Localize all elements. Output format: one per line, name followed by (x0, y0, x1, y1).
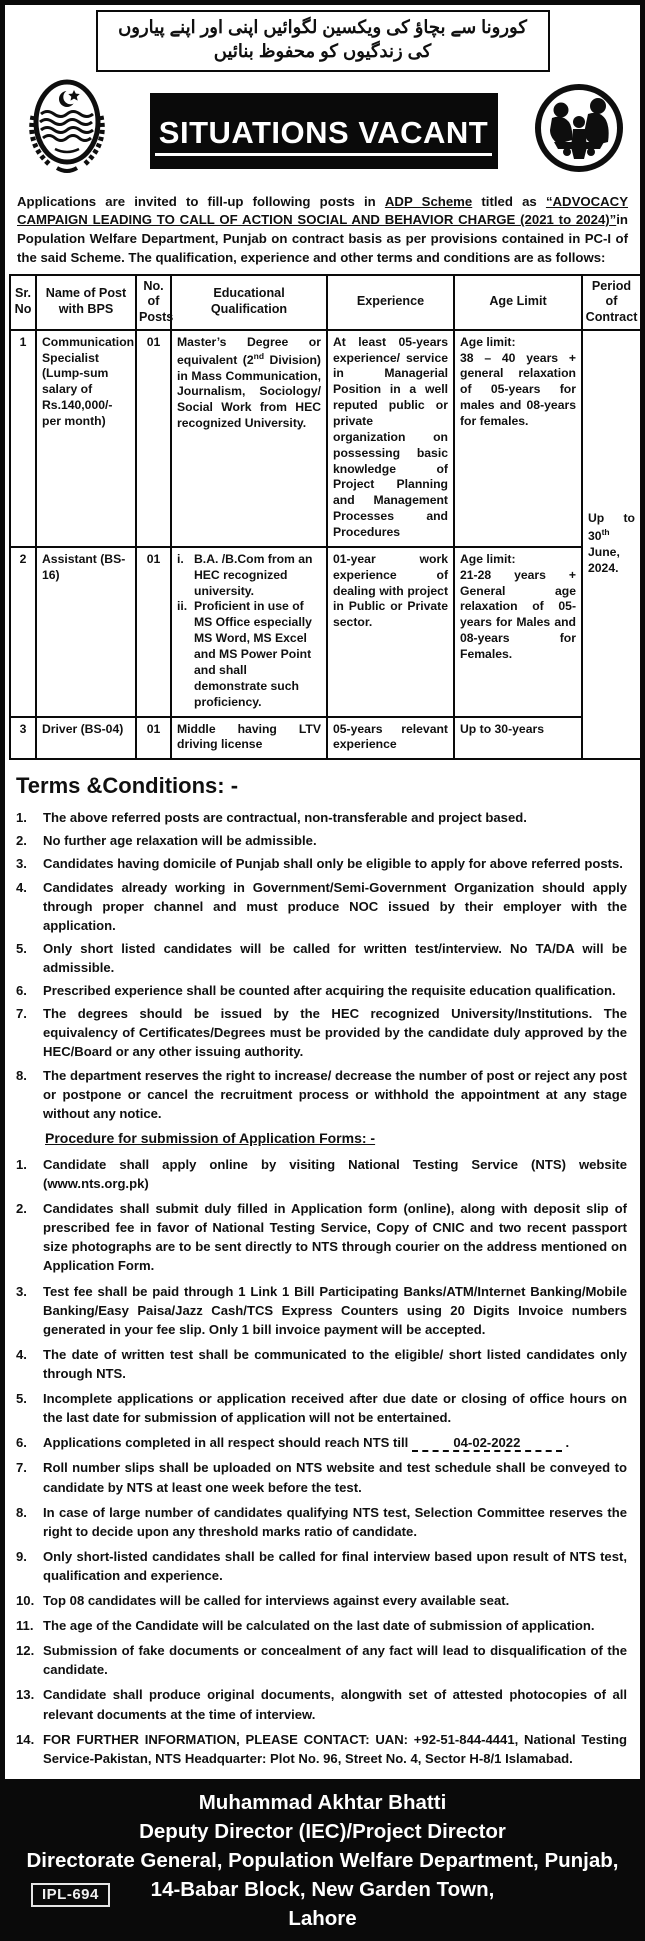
term-item (16, 939, 627, 977)
term-item (16, 981, 627, 1000)
row2-age-text: 21-28 years + General age relaxation of 05-years for Males and 08-years for Females. (460, 567, 576, 662)
row2-num: 01 (136, 547, 171, 717)
term-number: 4. (16, 879, 27, 895)
col-header-experience: Experience (327, 275, 454, 330)
term-text: Only short listed candidates will be called for written test/interview. No TA/DA will be admissible. (43, 940, 627, 975)
footer-address: 14-Babar Block, New Garden Town, (150, 1878, 495, 1902)
procedure-text: Incomplete applications or application received after due date or closing of office hours on the last date for submission of application will not be entertained. (43, 1391, 627, 1426)
population-welfare-family-icon (532, 80, 626, 181)
term-number: 3. (16, 856, 27, 872)
procedure-item (16, 1616, 627, 1635)
procedure-list (9, 1155, 636, 1768)
contact-prefix: FOR FURTHER INFORMATION, PLEASE CONTACT: (43, 1731, 376, 1747)
term-item (16, 1004, 627, 1061)
term-item (16, 808, 627, 827)
procedure-number: 3. (16, 1283, 27, 1299)
row2-qualification (171, 547, 327, 717)
term-text: No further age relaxation will be admissible. (43, 833, 317, 849)
period-text-2: June, 2024. (588, 545, 620, 575)
period-sup: th (601, 527, 610, 538)
col-header-sr: Sr. No (10, 275, 36, 330)
procedure-text: Candidate shall produce original documents, alongwith set of attested photocopies of all relevant documents at the time of interview. (43, 1687, 627, 1722)
term-text: Candidates having domicile of Punjab shall only be eligible to apply for above referred posts. (43, 856, 623, 872)
term-item (16, 878, 627, 935)
procedure-item (16, 1641, 627, 1679)
term-number: 1. (16, 810, 27, 826)
procedure-number: 2. (16, 1201, 27, 1217)
procedure-item (16, 1199, 627, 1275)
procedure-text: Roll number slips shall be uploaded on NTS website and test schedule shall be conveyed to candidate by NTS at least one week before the test. (43, 1460, 627, 1495)
procedure-text: Candidates shall submit duly filled in Application form (online), along with deposit slip of prescribed fee in favor of National Testing Service, Copy of CNIC and two recent passport size photographs are to be sent directly to NTS through courier on the address mentioned on Application Form. (43, 1201, 627, 1274)
procedure-text: Candidate shall apply online by visiting National Testing Service (NTS) website (www.nts.org.pk) (43, 1156, 627, 1191)
procedure-item (16, 1547, 627, 1585)
terms-list (9, 808, 636, 1123)
contact-uan-number: UAN: +92-51-844-4441, (375, 1731, 519, 1747)
procedure-number: 13. (16, 1687, 35, 1703)
procedure-text: The date of written test shall be communicated to the eligible/ short listed candidates only through NTS. (43, 1346, 627, 1381)
row2-age-title: Age limit: (460, 551, 516, 566)
term-text: The above referred posts are contractual, non-transferable and project based. (43, 810, 527, 826)
row3-num: 01 (136, 717, 171, 760)
intro-text-3: in Population Welfare Department, Punjab on contract basis as per provisions contained in PC-I of the said Scheme. The qualification, experience and other terms and conditions are as follows: (17, 212, 628, 265)
procedure-item (16, 1155, 627, 1193)
term-item (16, 1066, 627, 1123)
procedure-number: 4. (16, 1346, 27, 1362)
procedure-text: Only short-listed candidates shall be called for final interview based upon result of NTS test, qualification and experience. (43, 1548, 627, 1583)
row3-experience: 05-years relevant experience (327, 717, 454, 760)
procedure-text: Top 08 candidates will be called for interviews against every available seat. (43, 1593, 510, 1609)
row1-age-limit (454, 330, 582, 547)
advertisement-content (5, 5, 640, 1774)
row2-sr: 2 (10, 547, 36, 717)
term-text: Candidates already working in Government/Semi-Government Organization should apply through proper channel and must produce NOC issued by their employer with the application. (43, 879, 627, 933)
col-header-qualification: Educational Qualification (171, 275, 327, 330)
row1-qual-sup: nd (253, 350, 265, 361)
row2-post: Assistant (BS-16) (36, 547, 136, 717)
row1-age-text: 38 – 40 years + general relaxation of 05-years for males and 08-years for females. (460, 350, 576, 429)
procedure-number: 10. (16, 1593, 35, 1609)
contact-suffix: National Testing Service-Pakistan, NTS Headquarter: Plot No. 96, Street No. 4, Sector H-8/1 Islamabad. (43, 1731, 628, 1766)
footer-city: Lahore (288, 1907, 357, 1931)
footer-officer-name: Muhammad Akhtar Bhatti (198, 1790, 447, 1814)
row1-experience: At least 05-years experience/ service in Managerial Position in a well reputed public or private organization on possessing basic knowledge of Project Planning and Management Processes and Procedures (327, 330, 454, 547)
intro-paragraph (17, 193, 628, 268)
row2-qual-i-text: B.A. /B.Com from an HEC recognized university. (194, 551, 313, 598)
intro-text-1: Applications are invited to fill-up following posts in (17, 193, 385, 209)
table-row (10, 717, 641, 760)
intro-text-2: titled as (472, 193, 546, 209)
term-item (16, 854, 627, 873)
procedure-number: 12. (16, 1643, 35, 1659)
procedure-item (16, 1503, 627, 1541)
row2-qual-ii-label: ii. (177, 599, 188, 614)
row1-qual-text-2: Division) in Mass Communication, Journalism, Sociology/ Social Work from HEC recognized University. (177, 352, 321, 431)
term-number: 5. (16, 940, 27, 956)
row2-qual-ii-text: Proficient in use of MS Office especially MS Word, MS Excel and MS Power Point and shall demonstrate such proficiency. (194, 599, 312, 709)
procedure-item (16, 1685, 627, 1723)
situations-vacant-title-box (150, 93, 498, 169)
procedure-number: 1. (16, 1156, 27, 1172)
table-header-row (10, 275, 641, 330)
row3-sr: 3 (10, 717, 36, 760)
table-row (10, 547, 641, 717)
procedure-item-deadline (16, 1433, 627, 1452)
ipl-number-badge: IPL-694 (31, 1883, 110, 1907)
procedure-text: The age of the Candidate will be calculated on the last date of submission of application. (43, 1618, 595, 1634)
footer-department: Directorate General, Population Welfare Department, Punjab, (26, 1849, 619, 1873)
procedure-text: Test fee shall be paid through 1 Link 1 Bill Participating Banks/ATM/Internet Banking/Mobile Banking/Easy Paisa/Jazz Cash/TCS Express Counters using 20 Digits Invoice numbers generated in your fee slip. Only 1 bill invoice payment will be accepted. (43, 1283, 627, 1337)
deadline-date: 04-02-2022 (412, 1436, 562, 1452)
term-text: The department reserves the right to increase/ decrease the number of post or reject any post or postpone or cancel the recruitment process or withhold the appointment at any stage without any notice. (43, 1067, 627, 1121)
procedure-number: 9. (16, 1548, 27, 1564)
procedure-number: 6. (16, 1435, 27, 1451)
row3-qualification: Middle having LTV driving license (171, 717, 327, 760)
row2-experience: 01-year work experience of dealing with project in Public or Private sector. (327, 547, 454, 717)
row1-qual-text: Master’s Degree or equivalent (2 (177, 334, 321, 367)
period-of-contract-cell (582, 330, 641, 759)
punjab-government-crest-icon (19, 76, 115, 185)
term-number: 2. (16, 833, 27, 849)
header-row (9, 75, 636, 185)
procedure-item (16, 1345, 627, 1383)
procedure-number: 8. (16, 1504, 27, 1520)
procedure-item (16, 1389, 627, 1427)
urdu-covid-banner: کورونا سے بچاؤ کی ویکسین لگوائیں اپنی اور اپنے پیاروں کی زندگیوں کو محفوظ بنائیں (96, 10, 550, 72)
row1-age-title: Age limit: (460, 334, 516, 349)
row1-post: Communication Specialist (Lump-sum salary of Rs.140,000/- per month) (36, 330, 136, 547)
intro-adp-scheme: ADP Scheme (384, 193, 473, 209)
posts-table (9, 274, 642, 761)
term-number: 8. (16, 1067, 27, 1083)
row3-post: Driver (BS-04) (36, 717, 136, 760)
footer-officer-title: Deputy Director (IEC)/Project Director (139, 1820, 506, 1844)
col-header-post: Name of Post with BPS (36, 275, 136, 330)
procedure-heading: Procedure for submission of Application Forms: - (45, 1129, 376, 1146)
procedure-text: In case of large number of candidates qualifying NTS test, Selection Committee reserves the right to decide upon any threshold marks ratio of candidate. (43, 1504, 627, 1539)
deadline-prefix: Applications completed in all respect should reach NTS till (43, 1435, 412, 1451)
intro-campaign-title: “ADVOCACY CAMPAIGN LEADING TO CALL OF ACTION SOCIAL AND BEHAVIOR CHARGE (2021 to 2024)” (17, 193, 628, 228)
procedure-number: 14. (16, 1731, 35, 1747)
procedure-item-contact (16, 1730, 627, 1768)
page-title: SITUATIONS VACANT (155, 115, 492, 156)
terms-heading: Terms &Conditions: - (16, 773, 239, 799)
row2-age-limit (454, 547, 582, 717)
row3-age-limit: Up to 30-years (454, 717, 582, 760)
procedure-number: 7. (16, 1460, 27, 1476)
col-header-num: No. of Posts (136, 275, 171, 330)
col-header-period: Period of Contract (582, 275, 641, 330)
procedure-item (16, 1458, 627, 1496)
row2-qual-i-label: i. (177, 551, 184, 566)
table-row (10, 330, 641, 547)
period-text: Up to 30 (588, 511, 635, 544)
term-number: 7. (16, 1006, 27, 1022)
term-text: The degrees should be issued by the HEC recognized University/Institutions. The equivalency of Certificates/Degrees must be provided by the candidate duly approved by the HEC/Board or any other issuing authority. (43, 1006, 627, 1060)
col-header-age: Age Limit (454, 275, 582, 330)
row1-sr: 1 (10, 330, 36, 547)
row1-qualification (171, 330, 327, 547)
procedure-item (16, 1282, 627, 1339)
procedure-text: Submission of fake documents or concealment of any fact will lead to disqualification of the candidate. (43, 1643, 627, 1678)
term-number: 6. (16, 983, 27, 999)
term-item (16, 831, 627, 850)
signature-footer (5, 1779, 640, 1941)
row1-num: 01 (136, 330, 171, 547)
procedure-item (16, 1591, 627, 1610)
deadline-suffix: . (561, 1435, 570, 1451)
procedure-number: 5. (16, 1391, 27, 1407)
procedure-number: 11. (16, 1618, 34, 1634)
term-text: Prescribed experience shall be counted after acquiring the requisite education qualification. (43, 983, 616, 999)
